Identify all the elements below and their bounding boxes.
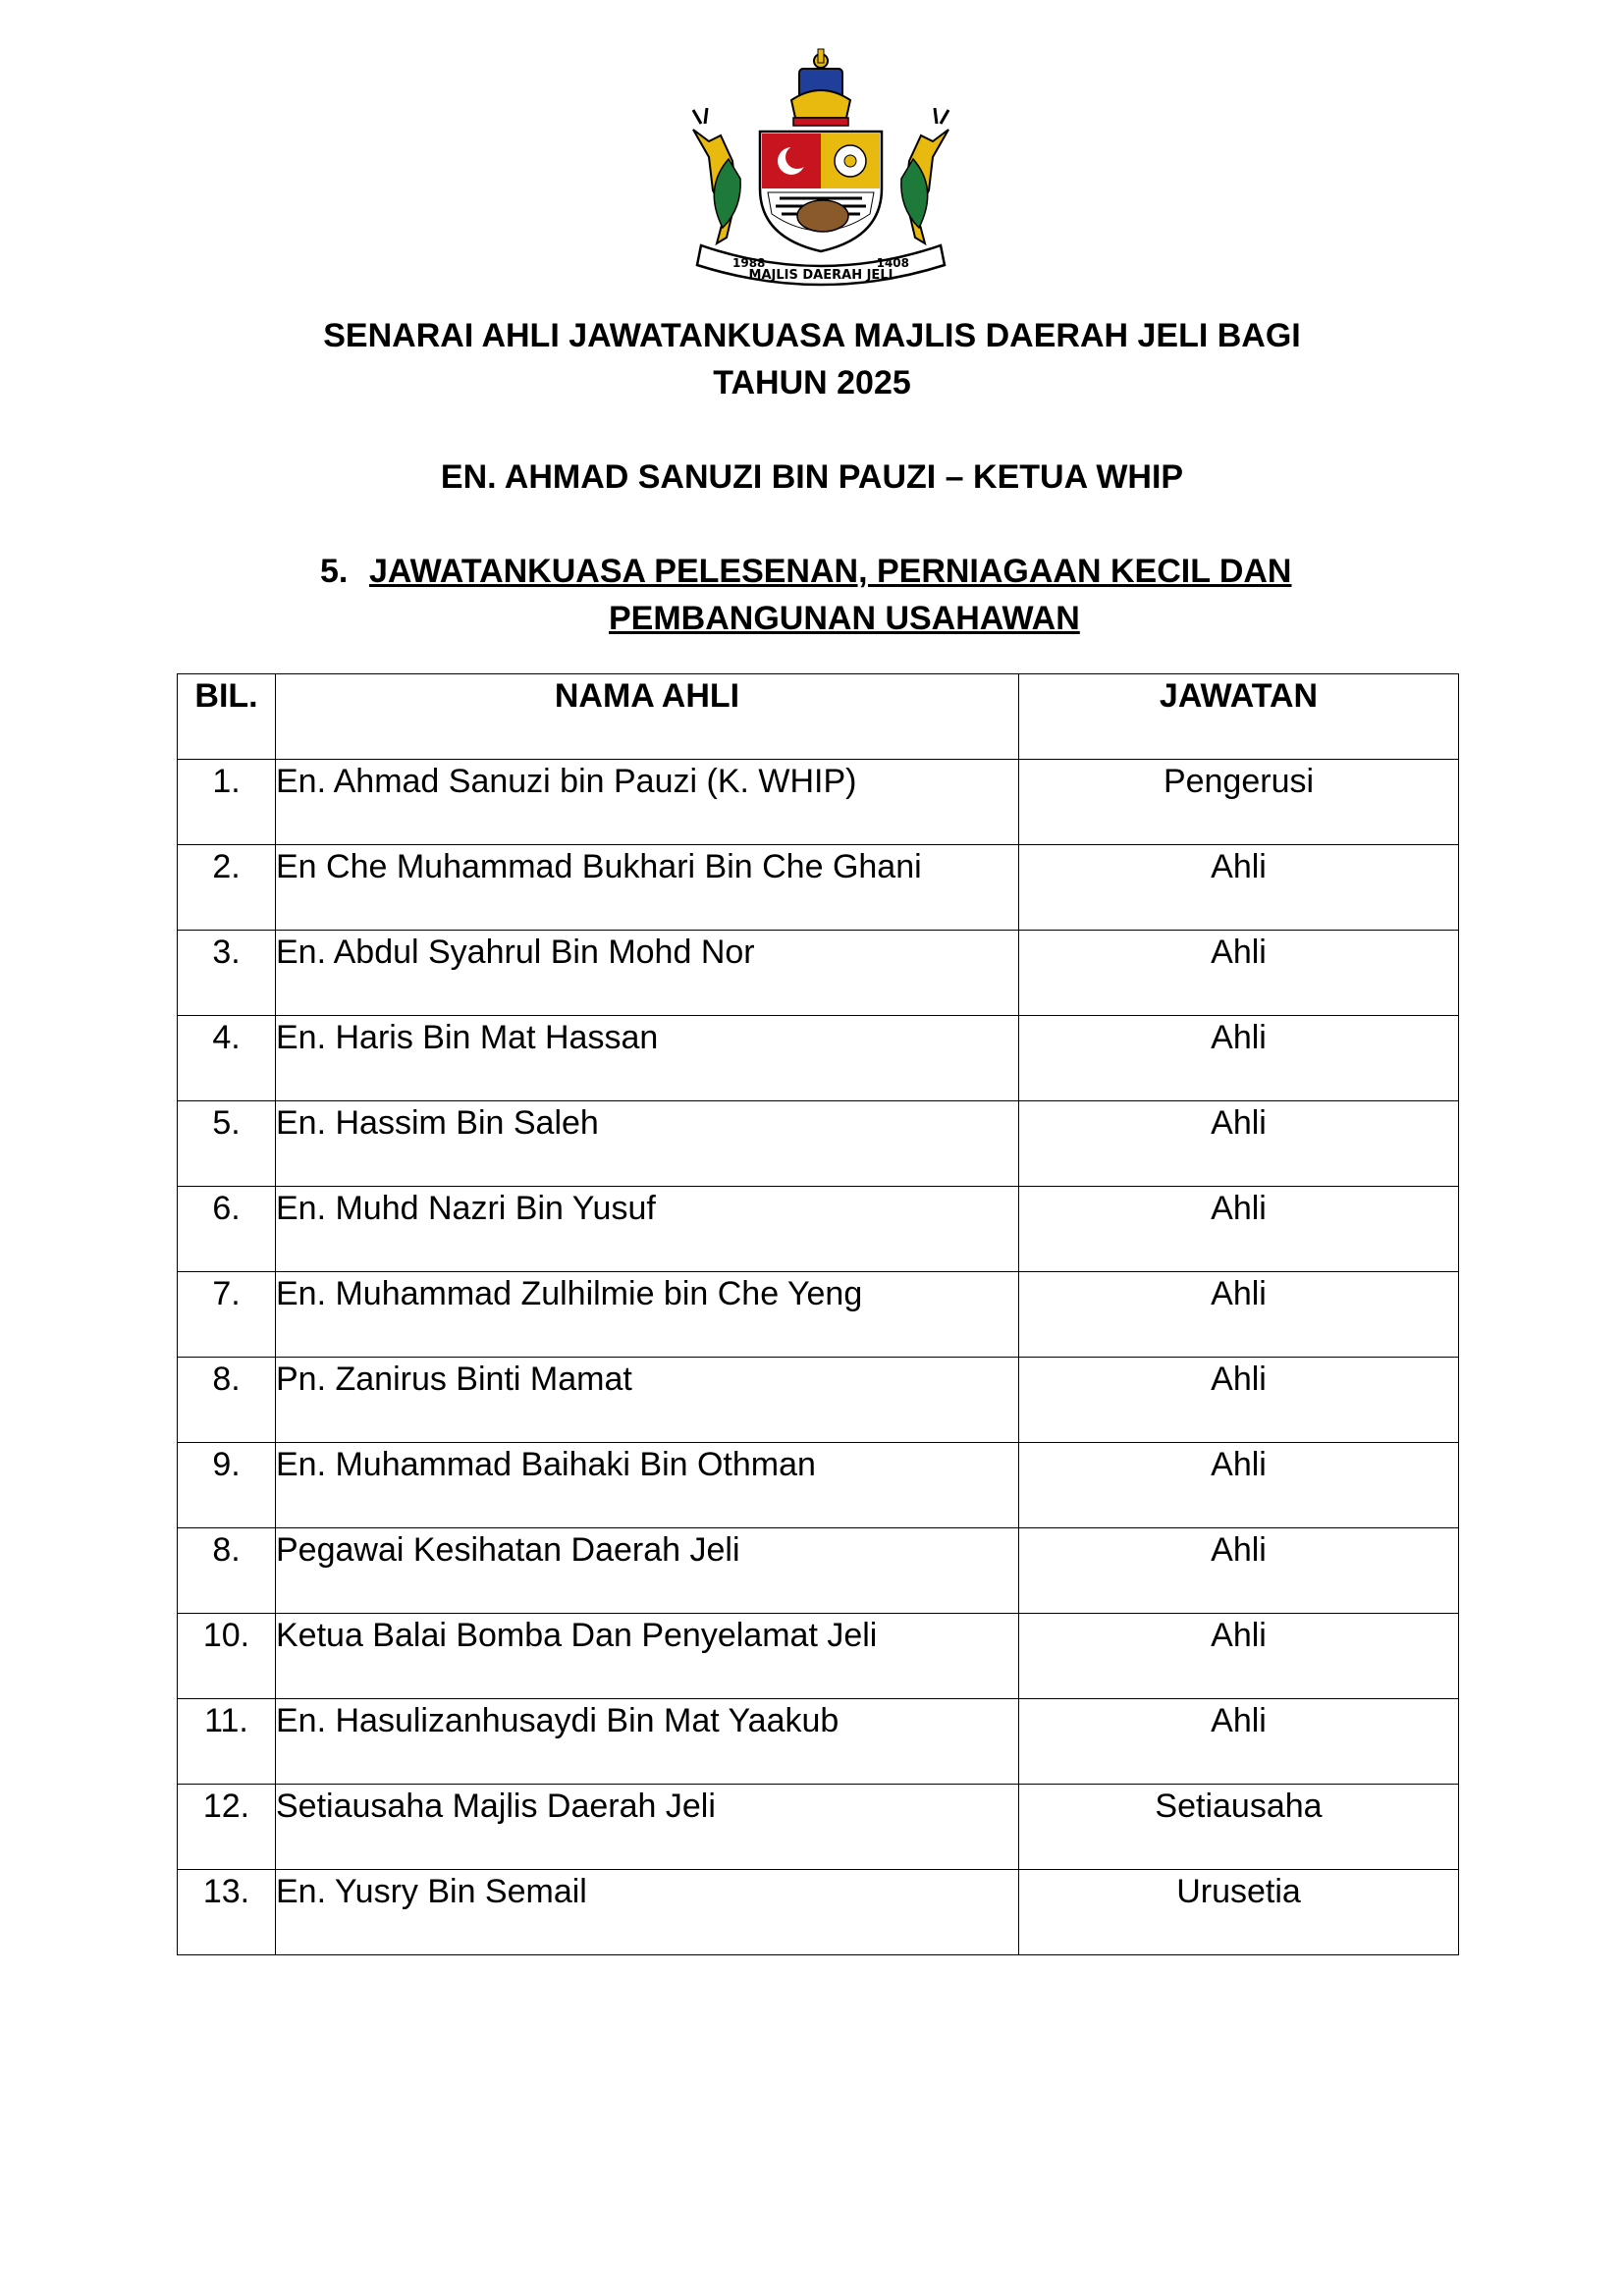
row-bil: 13. [178,1870,276,1955]
table-row [178,1358,1459,1443]
row-name: Pegawai Kesihatan Daerah Jeli [276,1528,1019,1614]
section-number: 5. [320,553,349,590]
row-position: Ahli [1019,1528,1459,1614]
row-bil: 8. [178,1528,276,1614]
table-row [178,1528,1459,1614]
row-bil: 6. [178,1187,276,1272]
shield-icon [760,132,882,251]
row-name: En Che Muhammad Bukhari Bin Che Ghani [276,845,1019,931]
table-row [178,845,1459,931]
row-name: Pn. Zanirus Binti Mamat [276,1358,1019,1443]
row-name: En. Hasulizanhusaydi Bin Mat Yaakub [276,1699,1019,1785]
row-position: Ahli [1019,1614,1459,1699]
row-name: En. Yusry Bin Semail [276,1870,1019,1955]
row-name: Ketua Balai Bomba Dan Penyelamat Jeli [276,1614,1019,1699]
row-name: En. Hassim Bin Saleh [276,1101,1019,1187]
whip-heading: EN. AHMAD SANUZI BIN PAUZI – KETUA WHIP [440,458,1184,496]
row-position: Ahli [1019,1187,1459,1272]
table-row [178,931,1459,1016]
section-title-line2: PEMBANGUNAN USAHAWAN [609,600,1080,637]
row-bil: 3. [178,931,276,1016]
row-position: Ahli [1019,845,1459,931]
logo-year-right: 1408 [876,256,909,270]
committee-members-table [177,673,1459,1955]
table-row [178,1443,1459,1528]
row-bil: 8. [178,1358,276,1443]
row-bil: 10. [178,1614,276,1699]
document-title-line2: TAHUN 2025 [713,364,911,401]
table-row [178,760,1459,845]
row-name: En. Abdul Syahrul Bin Mohd Nor [276,931,1019,1016]
row-bil: 7. [178,1272,276,1358]
row-position: Ahli [1019,1358,1459,1443]
row-position: Ahli [1019,1699,1459,1785]
row-name: En. Haris Bin Mat Hassan [276,1016,1019,1101]
logo-year-left: 1988 [732,256,766,270]
row-position: Ahli [1019,1443,1459,1528]
row-name: En. Ahmad Sanuzi bin Pauzi (K. WHIP) [276,760,1019,845]
crown-icon [791,49,850,126]
row-name: Setiausaha Majlis Daerah Jeli [276,1785,1019,1870]
majlis-daerah-jeli-crest-icon [674,41,968,287]
table-row [178,1272,1459,1358]
section-title-line1: JAWATANKUASA PELESENAN, PERNIAGAAN KECIL DAN [369,553,1292,590]
logo-text: MAJLIS DAERAH JELI [748,268,893,283]
table-row [178,1101,1459,1187]
row-bil: 9. [178,1443,276,1528]
row-position: Setiausaha [1019,1785,1459,1870]
table-header-row [178,674,1459,760]
header-name: NAMA AHLI [276,674,1019,760]
table-row [178,1870,1459,1955]
row-position: Ahli [1019,1272,1459,1358]
row-name: En. Muhd Nazri Bin Yusuf [276,1187,1019,1272]
row-name: En. Muhammad Baihaki Bin Othman [276,1443,1019,1528]
document-title-line1: SENARAI AHLI JAWATANKUASA MAJLIS DAERAH JELI BAGI [323,317,1301,354]
row-position: Ahli [1019,1016,1459,1101]
table-row [178,1785,1459,1870]
row-position: Ahli [1019,1101,1459,1187]
header-position: JAWATAN [1019,674,1459,760]
table-row [178,1699,1459,1785]
row-name: En. Muhammad Zulhilmie bin Che Yeng [276,1272,1019,1358]
row-bil: 1. [178,760,276,845]
header-bil: BIL. [178,674,276,760]
row-bil: 12. [178,1785,276,1870]
row-bil: 4. [178,1016,276,1101]
row-position: Ahli [1019,931,1459,1016]
row-position: Pengerusi [1019,760,1459,845]
table-row [178,1016,1459,1101]
table-row [178,1614,1459,1699]
row-position: Urusetia [1019,1870,1459,1955]
table-row [178,1187,1459,1272]
row-bil: 11. [178,1699,276,1785]
row-bil: 5. [178,1101,276,1187]
row-bil: 2. [178,845,276,931]
